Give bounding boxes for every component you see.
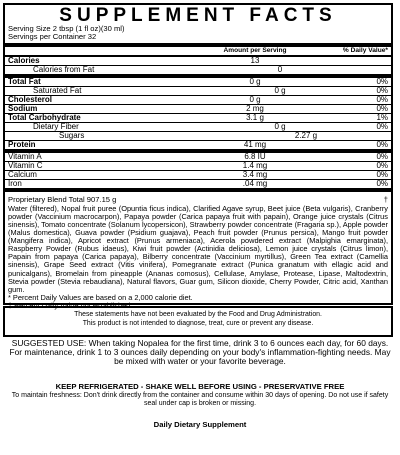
nutrient-name: Saturated Fat bbox=[33, 85, 82, 95]
nutrient-name: Total Carbohydrate bbox=[8, 112, 81, 122]
nutrient-dv: 0% bbox=[376, 94, 388, 104]
nutrient-row-sugars bbox=[5, 132, 391, 141]
nutrient-dv: 0% bbox=[376, 151, 388, 161]
nutrient-row-cholesterol bbox=[5, 96, 391, 105]
nutrient-amount: 2.27 g bbox=[294, 130, 318, 140]
daily-value-note: * Percent Daily Values are based on a 2,000 calorie diet. bbox=[8, 292, 193, 302]
nutrient-row-iron bbox=[5, 180, 391, 192]
ingredients-list: Water (filtered), Nopal fruit puree (Opuntia ficus indica), Clarified Agave syrup, Beet juice (Beta vulgaris), Cranberry powder (Vaccinium macrocarpon), Papaya powder (Carica papaya fruit with papain), Orange juice crystals (Citrus sinensis), Tomato concentrate (Solanum lycopersicon), Strawberry powder concentrate (Fragaria sp.), Apple powder (Malus domestica), Guava powder (Psidium guajava), Peach fruit powder (Prunus persica), Mango fruit powder (Mangifera indica), Apricot extract (Prunus armeniaca), Acerola powdered extract (Malpighia emarginata), Raspberry Powder (Rubus idaeus), Kiwi fruit powder (Actinidia deliciosa), Lemon juice crystals (Citrus limon), Papain from papaya (Carica papaya), Bilberry concentrate (Vaccinium myrtillus), Green Tea extract (Camellia sinensis), Grape Seed extract (Vitis vinifera), Pomegranate extract (Punica granatum with ellagic acid and punicalgans), Bromelain from pineapple (Ananas comosus), Cellulase, Amylase, Protease, Lipase, Maltodextrin, Stevia powder (Stevia rebaudiana), Natural flavors, Guar gum, Silicon dioxide, Cherry Powder, Citric acid, Xanthan gum. bbox=[8, 203, 388, 294]
disclaimer-line-1: These statements have not been evaluated by the Food and Drug Administration. bbox=[74, 311, 322, 318]
nutrient-amount: 0 g bbox=[249, 94, 261, 104]
nutrient-dv: 0% bbox=[376, 178, 388, 188]
product-type-footer: Daily Dietary Supplement bbox=[153, 420, 247, 429]
disclaimer-line-2: This product is not intended to diagnose, treat, cure or prevent any disease. bbox=[82, 319, 314, 327]
nutrient-amount: 3.4 mg bbox=[242, 169, 268, 179]
nutrient-amount: 6.8 IU bbox=[244, 151, 266, 161]
nutrient-amount: 3.1 g bbox=[246, 112, 264, 122]
nutrient-amount: 0 g bbox=[274, 85, 286, 95]
nutrient-row-vitamin-c bbox=[5, 162, 391, 171]
nutrient-amount: 1.4 mg bbox=[242, 160, 268, 170]
proprietary-blend-row bbox=[5, 192, 391, 204]
nutrient-amount: 0 g bbox=[274, 121, 286, 131]
nutrient-dv: 0% bbox=[376, 121, 388, 131]
nutrient-amount: 0 bbox=[277, 64, 283, 74]
nutrient-name: Calories from Fat bbox=[33, 64, 95, 74]
nutrient-dv bbox=[330, 66, 391, 74]
nutrient-row-saturated-fat bbox=[5, 87, 391, 96]
amount-header: Amount per Serving bbox=[223, 46, 287, 54]
dv-header: % Daily Value* bbox=[342, 46, 388, 54]
nutrient-amount: 41 mg bbox=[243, 139, 267, 149]
nutrient-dv bbox=[356, 132, 391, 140]
nutrient-dv: 0% bbox=[376, 103, 388, 113]
freshness-warning: To maintain freshness: Don't drink directly from the container and consume within 30 days of opening. Do not use if safety seal under cap is broken or missing. bbox=[11, 392, 389, 408]
nutrient-name: Protein bbox=[8, 139, 36, 149]
dagger-note: † Percent Daily Value not established. bbox=[8, 301, 133, 311]
nutrient-amount: .04 mg bbox=[242, 178, 268, 188]
serving-size: Serving Size 2 tbsp (1 fl oz)(30 ml) bbox=[8, 24, 125, 33]
nutrient-name: Cholesterol bbox=[8, 94, 53, 104]
blend-name: Proprietary Blend Total 907.15 g bbox=[8, 194, 117, 204]
nutrient-name: Calcium bbox=[8, 169, 37, 179]
nutrient-dv: 0% bbox=[376, 169, 388, 179]
supplement-facts-panel bbox=[3, 3, 393, 311]
nutrient-dv: 0% bbox=[376, 76, 388, 86]
nutrient-name: Total Fat bbox=[8, 76, 41, 86]
nutrient-name: Sodium bbox=[8, 103, 38, 113]
column-header bbox=[5, 47, 391, 55]
fda-disclaimer bbox=[3, 306, 393, 337]
nutrient-row-calcium bbox=[5, 171, 391, 180]
nutrient-row-vitamin-a bbox=[5, 153, 391, 162]
storage-instructions: KEEP REFRIGERATED - SHAKE WELL BEFORE USING - PRESERVATIVE FREE bbox=[55, 382, 345, 391]
panel-title: SUPPLEMENT FACTS bbox=[59, 5, 337, 26]
nutrient-amount: 0 g bbox=[249, 76, 261, 86]
nutrient-name: Vitamin A bbox=[8, 151, 42, 161]
nutrient-amount: 13 bbox=[250, 55, 260, 65]
nutrient-amount: 2 mg bbox=[246, 103, 264, 113]
nutrient-dv: 0% bbox=[376, 139, 388, 149]
nutrient-dv bbox=[305, 57, 391, 65]
nutrient-name: Sugars bbox=[59, 130, 85, 140]
suggested-use: SUGGESTED USE: When taking Nopalea for the first time, drink 3 to 6 ounces each day, for 60 days. For maintenance, drink 1 to 3 ounces daily depending on your body's inflammation-fighting needs. May be mixed with water or your favorite beverage. bbox=[9, 338, 391, 367]
nutrient-name: Vitamin C bbox=[8, 160, 43, 170]
nutrient-dv: 1% bbox=[376, 112, 388, 122]
nutrient-dv: 0% bbox=[376, 85, 388, 95]
nutrient-row-calories-from-fat bbox=[5, 66, 391, 78]
nutrient-row-protein bbox=[5, 141, 391, 153]
blend-dv: † bbox=[383, 194, 388, 204]
nutrient-name: Iron bbox=[8, 178, 22, 188]
nutrient-name: Calories bbox=[8, 55, 40, 65]
nutrient-dv: 0% bbox=[376, 160, 388, 170]
nutrient-name: Dietary Fiber bbox=[33, 121, 79, 131]
servings-per-container: Servings per Container 32 bbox=[8, 32, 97, 42]
